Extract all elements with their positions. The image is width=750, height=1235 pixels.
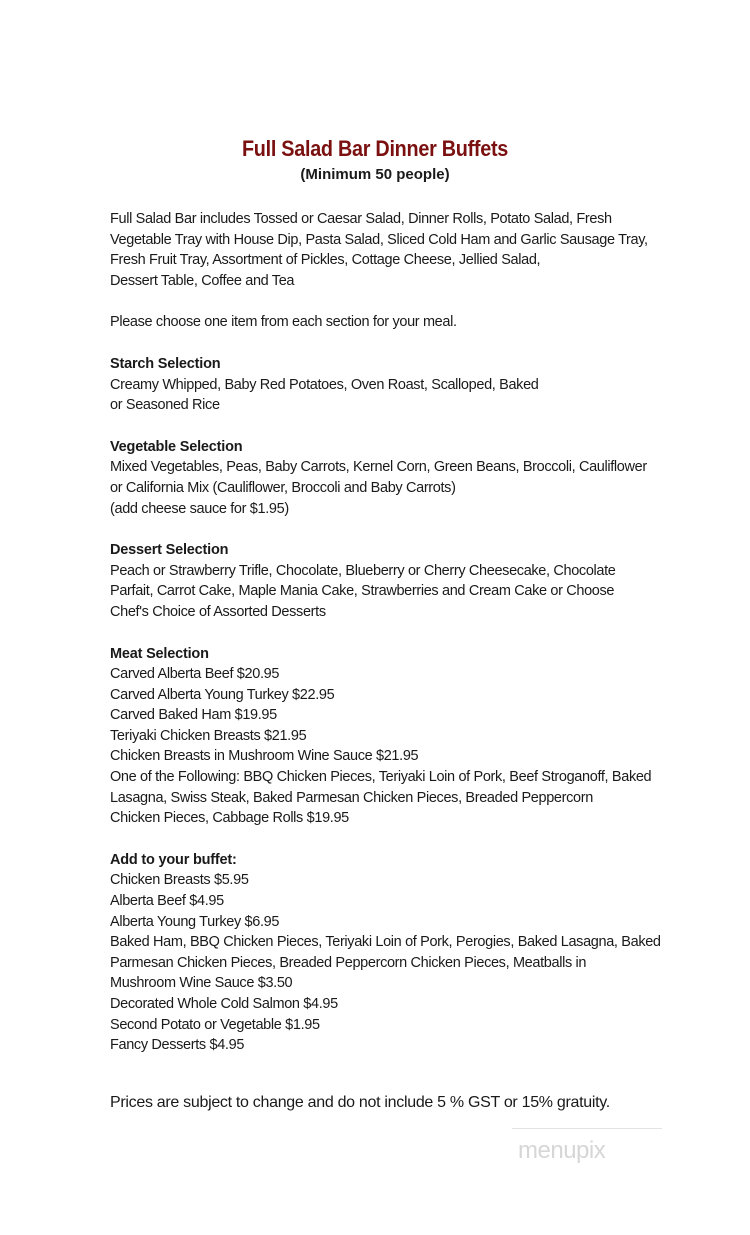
section-heading: Starch Selection xyxy=(110,355,221,372)
starch-section xyxy=(110,354,670,416)
section-heading: Vegetable Selection xyxy=(110,438,243,455)
addons-section xyxy=(110,850,670,1056)
meat-item: Lasagna, Swiss Steak, Baked Parmesan Chicken Pieces, Breaded Peppercorn xyxy=(110,789,593,806)
meat-item: Carved Baked Ham $19.95 xyxy=(110,707,277,724)
meat-item: Chicken Pieces, Cabbage Rolls $19.95 xyxy=(110,810,349,827)
section-line: (add cheese sauce for $1.95) xyxy=(110,500,289,517)
section-line: Peach or Strawberry Trifle, Chocolate, Blueberry or Cherry Cheesecake, Chocolate xyxy=(110,562,616,579)
section-line: Creamy Whipped, Baby Red Potatoes, Oven Roast, Scalloped, Baked xyxy=(110,376,539,393)
addon-item: Second Potato or Vegetable $1.95 xyxy=(110,1016,320,1033)
instruction-text: Please choose one item from each section for your meal. xyxy=(110,314,457,331)
addon-item: Baked Ham, BBQ Chicken Pieces, Teriyaki Loin of Pork, Perogies, Baked Lasagna, Baked xyxy=(110,934,661,951)
section-line: Parfait, Carrot Cake, Maple Mania Cake, Strawberries and Cream Cake or Choose xyxy=(110,583,615,600)
addon-item: Chicken Breasts $5.95 xyxy=(110,872,249,889)
meat-item: Chicken Breasts in Mushroom Wine Sauce $21.95 xyxy=(110,748,419,765)
dessert-section xyxy=(110,540,670,622)
meat-item: Teriyaki Chicken Breasts $21.95 xyxy=(110,727,307,744)
page-subtitle: (Minimum 50 people) xyxy=(300,166,450,183)
page-title: Full Salad Bar Dinner Buffets xyxy=(241,136,509,161)
addon-item: Alberta Young Turkey $6.95 xyxy=(110,913,280,930)
intro-line: Fresh Fruit Tray, Assortment of Pickles, Cottage Cheese, Jellied Salad, xyxy=(110,252,541,269)
intro-line: Vegetable Tray with House Dip, Pasta Salad, Sliced Cold Ham and Garlic Sausage Tray, xyxy=(110,231,648,248)
section-line: or California Mix (Cauliflower, Broccoli and Baby Carrots) xyxy=(110,479,456,496)
section-line: Chef's Choice of Assorted Desserts xyxy=(110,603,326,620)
section-heading: Add to your buffet: xyxy=(110,851,237,868)
vegetable-section xyxy=(110,437,670,519)
section-heading: Meat Selection xyxy=(110,645,209,662)
meat-item: Carved Alberta Young Turkey $22.95 xyxy=(110,686,335,703)
meat-item: One of the Following: BBQ Chicken Pieces, Teriyaki Loin of Pork, Beef Stroganoff, Baked xyxy=(110,769,652,786)
meat-item: Carved Alberta Beef $20.95 xyxy=(110,666,280,683)
intro-line: Dessert Table, Coffee and Tea xyxy=(110,272,295,289)
meat-section xyxy=(110,644,670,829)
intro-section xyxy=(110,209,670,291)
addon-item: Fancy Desserts $4.95 xyxy=(110,1037,245,1054)
watermark-logo: menupix xyxy=(518,1137,606,1164)
menu-content xyxy=(110,209,670,1056)
section-line: or Seasoned Rice xyxy=(110,397,220,414)
addon-item: Decorated Whole Cold Salmon $4.95 xyxy=(110,996,338,1012)
price-disclaimer: Prices are subject to change and do not include 5 % GST or 15% gratuity. xyxy=(110,1094,610,1111)
watermark xyxy=(512,1128,662,1169)
addon-item: Mushroom Wine Sauce $3.50 xyxy=(110,975,293,992)
addon-item: Alberta Beef $4.95 xyxy=(110,893,224,910)
section-line: Mixed Vegetables, Peas, Baby Carrots, Kernel Corn, Green Beans, Broccoli, Cauliflower xyxy=(110,459,647,476)
addon-item: Parmesan Chicken Pieces, Breaded Peppercorn Chicken Pieces, Meatballs in xyxy=(110,954,587,971)
section-heading: Dessert Selection xyxy=(110,542,229,559)
intro-line: Full Salad Bar includes Tossed or Caesar Salad, Dinner Rolls, Potato Salad, Fresh xyxy=(110,211,612,227)
